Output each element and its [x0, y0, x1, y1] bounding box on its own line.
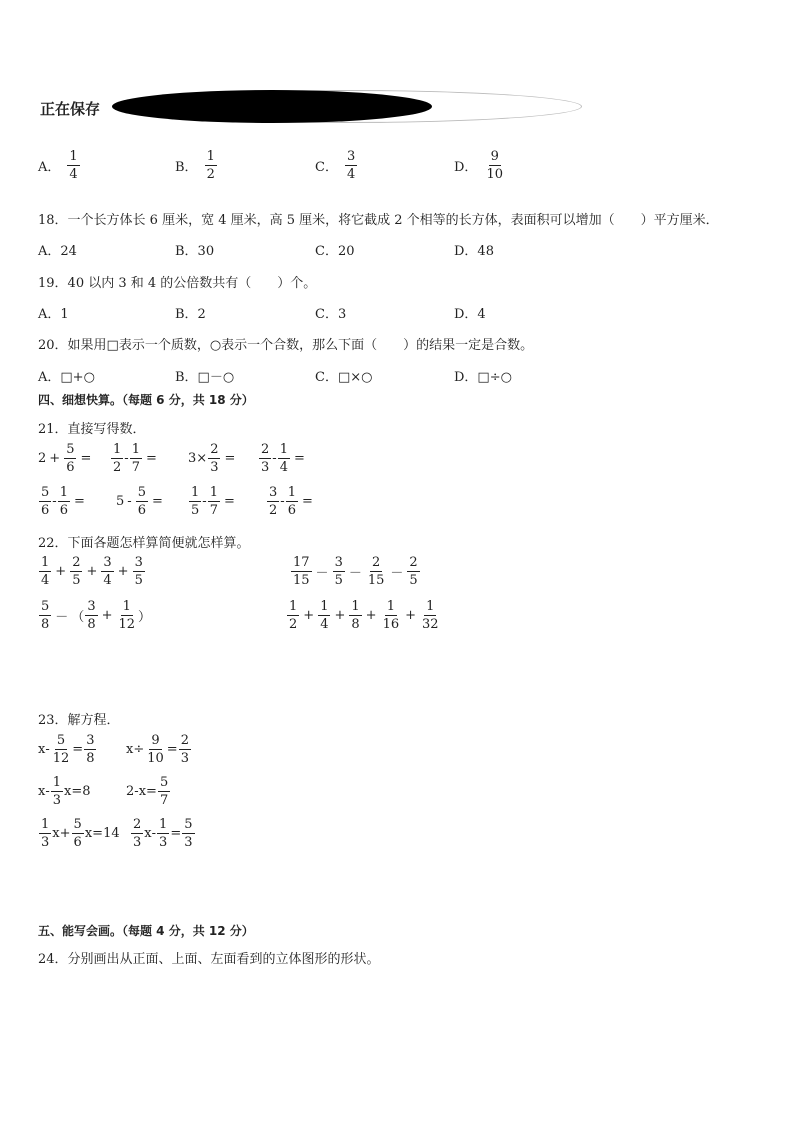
- q19-text: 19．40 以内 3 和 4 的公倍数共有（ ）个。: [38, 276, 317, 291]
- q21-expr-3: 3 × $\frac{2}{3}$ =: [188, 442, 236, 475]
- q22-expr-3: $\frac{5}{8}$ － （ $\frac{3}{8}$ + $\frac{1}{12}$ ）: [41, 599, 152, 632]
- q19-option-a[interactable]: A．1: [38, 307, 69, 322]
- q19-option-b[interactable]: B．2: [175, 307, 206, 322]
- option-letter: D．: [454, 160, 478, 175]
- q23-eq-1: x - $\frac{5}{12}$ = $\frac{3}{8}$: [38, 733, 95, 766]
- q20-option-c[interactable]: C．□×○: [315, 370, 373, 385]
- q23-eq-6: $\frac{2}{3}$ x - $\frac{1}{3}$ = $\frac{5}{3}$: [133, 817, 193, 850]
- q18-option-c[interactable]: C．20: [315, 244, 355, 259]
- q24-title: 24．分别画出从正面、上面、左面看到的立体图形的形状。: [38, 952, 380, 967]
- q17-option-b[interactable]: [175, 150, 218, 181]
- q18-text: 18．一个长方体长 6 厘米，宽 4 厘米，高 5 厘米，将它截成 2 个相等的长方体，表面积可以增加（ ）平方厘米．: [38, 213, 719, 228]
- q20-option-b[interactable]: B．□－○: [175, 370, 235, 385]
- q22-expr-4: $\frac{1}{2}$ + $\frac{1}{4}$ + $\frac{1}{8}$ + $\frac{1}{16}$ + $\frac{1}{32}$: [289, 599, 439, 632]
- q20-text: 20．如果用□表示一个质数，○表示一个合数，那么下面（ ）的结果一定是合数。: [38, 338, 534, 353]
- q22-title: 22．下面各题怎样算简便就怎样算。: [38, 536, 250, 551]
- q21-expr-6: 5 - $\frac{5}{6}$ =: [116, 485, 163, 518]
- q21-expr-2: $\frac{1}{2}$ - $\frac{1}{7}$ =: [113, 442, 157, 475]
- q23-eq-5: $\frac{1}{3}$ x + $\frac{5}{6}$ x = 14: [41, 817, 120, 850]
- option-letter: A．: [38, 160, 61, 175]
- saving-label: 正在保存: [40, 100, 101, 118]
- section4-title: 四、细想快算。（每题 6 分，共 18 分）: [38, 393, 254, 407]
- q18-option-d[interactable]: D．48: [454, 244, 494, 259]
- q21-title: 21．直接写得数．: [38, 422, 146, 437]
- q20-option-d[interactable]: D．□÷○: [454, 370, 512, 385]
- q21-expr-5: $\frac{5}{6}$ - $\frac{1}{6}$ =: [41, 485, 85, 518]
- fraction: $\frac{3}{4}$: [346, 149, 356, 182]
- q21-expr-7: $\frac{1}{5}$ - $\frac{1}{7}$ =: [191, 485, 235, 518]
- q21-expr-1: 2 + $\frac{5}{6}$ =: [38, 442, 92, 475]
- q22-expr-1: $\frac{1}{4}$ + $\frac{2}{5}$ + $\frac{3}{4}$ + $\frac{3}{5}$: [41, 555, 143, 588]
- progress-fill: [112, 90, 432, 123]
- q19-option-d[interactable]: D．4: [454, 307, 486, 322]
- q18-option-b[interactable]: B．30: [175, 244, 215, 259]
- q23-eq-2: x ÷ $\frac{9}{10}$ = $\frac{2}{3}$: [126, 733, 189, 766]
- q19-option-c[interactable]: C．3: [315, 307, 347, 322]
- q21-expr-8: $\frac{3}{2}$ - $\frac{1}{6}$ =: [269, 485, 313, 518]
- q23-title: 23．解方程．: [38, 713, 120, 728]
- option-letter: B．: [175, 160, 198, 175]
- q23-eq-3: x - $\frac{1}{3}$ x = 8: [38, 775, 91, 808]
- fraction: $\frac{9}{10}$: [486, 149, 503, 182]
- option-letter: C．: [315, 160, 338, 175]
- q17-option-c[interactable]: [315, 150, 358, 181]
- q22-expr-2: $\frac{17}{15}$ － $\frac{3}{5}$ － $\frac{2}{15}$ － $\frac{2}{5}$: [293, 555, 418, 588]
- q20-option-a[interactable]: A．□+○: [38, 370, 95, 385]
- q18-option-a[interactable]: A．24: [38, 244, 77, 259]
- section5-title: 五、能写会画。（每题 4 分，共 12 分）: [38, 924, 254, 938]
- q17-option-d[interactable]: [454, 150, 506, 181]
- fraction: $\frac{1}{2}$: [206, 149, 215, 182]
- q21-expr-4: $\frac{2}{3}$ - $\frac{1}{4}$ =: [261, 442, 305, 475]
- q23-eq-4: 2 - x = $\frac{5}{7}$: [126, 775, 169, 808]
- q17-option-a[interactable]: [38, 150, 81, 181]
- fraction: $\frac{1}{4}$: [69, 149, 78, 182]
